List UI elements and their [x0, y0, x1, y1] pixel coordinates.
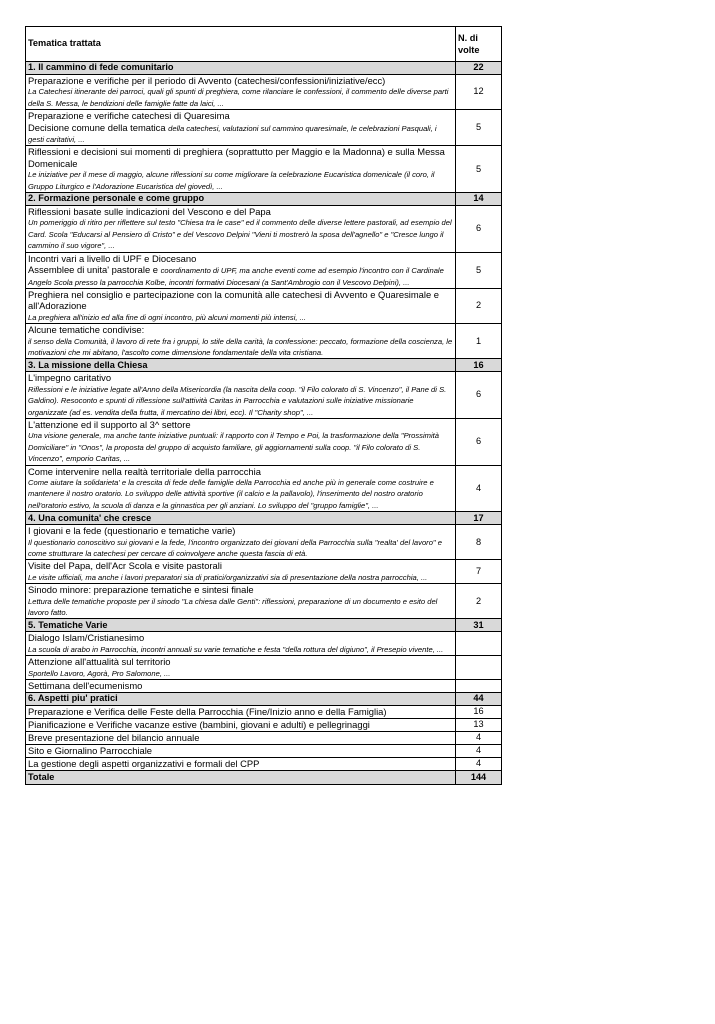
- topic-count: 6: [456, 418, 502, 465]
- table-row: [26, 75, 502, 110]
- table-row: [26, 110, 502, 146]
- count-header-line2: volte: [458, 45, 480, 55]
- topic-description: La scuola di arabo in Parrocchia, incontri annuali su varie tematiche e festa "della rottura del digiuno", il Presepio vivente, ...: [28, 644, 444, 654]
- topic-title: Come intervenire nella realtà territoriale della parrocchia: [28, 465, 261, 477]
- section-title: 2. Formazione personale e come gruppo: [26, 193, 456, 206]
- table-row: [26, 706, 502, 719]
- section-title: 6. Aspetti piu' pratici: [26, 693, 456, 706]
- topic-description: Il questionario conoscitivo sui giovani e la fede, l'incontro organizzato dei giovani della Parrocchia sulla "realta' del lavoro" e come strutturare la catechesi per cercare di coinvolgere anche questa fascia di età.: [28, 537, 442, 559]
- table-row: [26, 719, 502, 732]
- total-value: 144: [456, 771, 502, 785]
- topic-title: Settimana dell'ecumenismo: [28, 680, 143, 692]
- count-header-line1: N. di: [458, 33, 478, 43]
- topic-description: Le visite ufficiali, ma anche i lavori preparatori sia di pratici/organizzativi sia di presentazione della nostra parrocchia, ...: [28, 572, 428, 582]
- table-row: [26, 745, 502, 758]
- table-row: [26, 372, 502, 419]
- total-label: Totale: [26, 771, 456, 785]
- topic-count: 5: [456, 146, 502, 193]
- topic-title: I giovani e la fede (questionario e tematiche varie): [28, 525, 236, 537]
- topic-count: 1: [456, 324, 502, 359]
- topic-title: Pianificazione e Verifiche vacanze estive (bambini, giovani e adulti) e pellegrinaggi: [28, 719, 370, 731]
- topic-count: 5: [456, 252, 502, 288]
- table-row: [26, 680, 502, 693]
- topic-description: Riflessioni e le iniziative legate all'Anno della Misericordia (la nascita della coop. "il Filo colorato di S. Vincenzo", il Pane di S. Galdino). Resoconto e spunti di riflessione sull'attività Caritas in Parrocchia e valutazioni sulle iniziative missionarie organizzate (ad es. vendita della frutta, il mercatino dei libri, ecc). Il "Charity shop", ...: [28, 384, 447, 417]
- section-header-row: [26, 693, 502, 706]
- table-row: [26, 732, 502, 745]
- topic-description: Lettura delle tematiche proposte per il sinodo "La chiesa dalle Genti": riflessioni, preparazione di un documento e esito del lavoro fatto.: [28, 596, 438, 618]
- topic-title-continued: Decisione comune della tematica: [28, 121, 166, 133]
- table-row: [26, 656, 502, 680]
- topic-title: Dialogo Islam/Cristianesimo: [28, 632, 145, 644]
- section-total: 17: [456, 512, 502, 525]
- section-title: 4. Una comunita' che cresce: [26, 512, 456, 525]
- table-row: [26, 525, 502, 560]
- topic-count: 4: [456, 465, 502, 512]
- section-total: 22: [456, 62, 502, 75]
- topic-description: Come aiutare la solidarieta' e la crescita di fede delle famiglie della Parrocchia ed anche più in generale come costruire e mantenere il nostro oratorio. Lo sviluppo delle attività sportive (il calcio e la pallavolo), l'inserimento del nostro oratorio nell'oratorio estivo, la scuola di danza e la ginnastica per gli anziani. Lo sviluppo del "gruppo famiglie", ...: [28, 478, 434, 510]
- topic-column-header: Tematica trattata: [26, 27, 456, 62]
- section-title: 5. Tematiche Varie: [26, 619, 456, 632]
- section-header-row: [26, 193, 502, 206]
- topic-count: 2: [456, 584, 502, 619]
- topic-title: Preghiera nel consiglio e partecipazione con la comunità alle catechesi di Avvento e Quaresimale e all'Adorazione: [28, 288, 440, 312]
- table-row: [26, 632, 502, 656]
- topic-title: Alcune tematiche condivise:: [28, 324, 145, 336]
- topic-description: il senso della Comunità, il lavoro di rete fra i gruppi, lo stile della carità, la confessione: peccato, formazione della coscienza, le motivazioni che mi abitano, l'ascolto come dimensione fondamentale della vita cristiana.: [28, 336, 453, 357]
- table-row: [26, 206, 502, 253]
- topic-count: 5: [456, 110, 502, 146]
- topic-count: 6: [456, 372, 502, 419]
- topic-title: Sito e Giornalino Parrocchiale: [28, 745, 153, 757]
- topic-count: 6: [456, 206, 502, 253]
- topic-description: La Catechesi itinerante dei parroci, quali gli spunti di preghiera, come rilanciare le confessioni, il commento delle diverse parti della S. Messa, le bendizioni delle famiglie fatte da laici, ...: [28, 87, 449, 108]
- section-total: 16: [456, 359, 502, 372]
- topic-title: L'attenzione ed il supporto al 3^ settore: [28, 418, 191, 430]
- topic-description: Sportello Lavoro, Agorà, Pro Salomone, ...: [28, 668, 171, 678]
- section-header-row: [26, 512, 502, 525]
- topic-description: Una visione generale, ma anche tante iniziative puntuali: il rapporto con il Tempo e Poi, la trasformazione della "Prossimità Domiciliare" in "Onos", la proposta del gruppo di acquisto familiare, gli aggiornamenti sulla coop. "il Filo colorato di S. Vincenzo", emporio Caritas, ...: [28, 431, 440, 464]
- topic-count: 13: [456, 719, 502, 732]
- topic-count: 4: [456, 745, 502, 758]
- topic-count: 12: [456, 75, 502, 110]
- topic-title: L'impegno caritativo: [28, 372, 112, 384]
- topic-count: [456, 656, 502, 680]
- total-row: [26, 771, 502, 785]
- topic-description: Le iniziative per il mese di maggio, alcune riflessioni su come migliorare la celebrazione Eucaristica domenicale (il coro, il Gruppo Liturgico e l'Adorazione Eucaristica del giovedì, ...: [28, 170, 435, 191]
- topic-count: [456, 680, 502, 693]
- section-title: 1. Il cammino di fede comunitario: [26, 62, 456, 75]
- topic-count: 8: [456, 525, 502, 560]
- table-row: [26, 418, 502, 465]
- section-total: 31: [456, 619, 502, 632]
- table-row: [26, 324, 502, 359]
- topic-count: 4: [456, 758, 502, 771]
- topic-description: Un pomeriggio di ritiro per riflettere sul testo "Chiesa tra le case" ed il commento delle diverse lettere pastorali, ad esempio del Card. Scola "Educarsi al Pensiero di Cristo" e del Vescovo Delpini "Vieni ti mostrerò la sposa dell'agnello" e "Cresce lungo il cammino il suo vigore", ...: [28, 218, 452, 251]
- topic-title: Incontri vari a livello di UPF e Diocesano: [28, 252, 197, 264]
- topic-description: La preghiera all'inizio ed alla fine di ogni incontro, più alcuni momenti più intensi, ...: [28, 312, 306, 322]
- topic-count: 7: [456, 560, 502, 584]
- topic-description: della catechesi, valutazioni sul cammino quaresimale, le celebrazioni Pasquali, i gesti caritativi, ...: [28, 123, 437, 145]
- section-title: 3. La missione della Chiesa: [26, 359, 456, 372]
- topic-description: coordinamento di UPF, ma anche eventi come ad esempio l'incontro con il Cardinale Angelo Scola presso la parrocchia Kolbe, incontri formativi Diocesani (a Sant'Ambrogio con il Vescovo Delpini), ...: [28, 266, 444, 287]
- section-total: 44: [456, 693, 502, 706]
- topics-table: [25, 26, 502, 785]
- section-total: 14: [456, 193, 502, 206]
- topic-count: 16: [456, 706, 502, 719]
- topic-title: La gestione degli aspetti organizzativi e formali del CPP: [28, 758, 260, 770]
- table-row: [26, 288, 502, 323]
- topic-title: Preparazione e verifiche catechesi di Quaresima: [28, 110, 230, 122]
- topic-title: Sinodo minore: preparazione tematiche e sintesi finale: [28, 584, 254, 596]
- table-row: [26, 584, 502, 619]
- topic-title: Preparazione e verifiche per il periodo di Avvento (catechesi/confessioni/iniziative/ecc): [28, 75, 386, 86]
- topic-count: 2: [456, 288, 502, 323]
- topic-title: Preparazione e Verifica delle Feste della Parrocchia (Fine/Inizio anno e della Famiglia): [28, 706, 387, 718]
- table-row: [26, 252, 502, 288]
- table-row: [26, 146, 502, 193]
- count-column-header: [456, 27, 502, 62]
- section-header-row: [26, 62, 502, 75]
- topic-title: Attenzione all'attualità sul territorio: [28, 656, 171, 668]
- topic-title: Visite del Papa, dell'Acr Scola e visite pastorali: [28, 560, 222, 572]
- table-row: [26, 758, 502, 771]
- topic-count: [456, 632, 502, 656]
- topic-title-continued: Assemblee di unita' pastorale e: [28, 264, 158, 276]
- topic-count: 4: [456, 732, 502, 745]
- table-row: [26, 560, 502, 584]
- section-header-row: [26, 359, 502, 372]
- table-header-row: [26, 27, 502, 62]
- table-row: [26, 465, 502, 512]
- topic-title: Riflessioni basate sulle indicazioni del Vescono e del Papa: [28, 206, 271, 218]
- topic-title: Riflessioni e decisioni sui momenti di preghiera (soprattutto per Maggio e la Madonna) e sulla Messa Domenicale: [28, 146, 445, 169]
- topic-title: Breve presentazione del bilancio annuale: [28, 732, 200, 744]
- section-header-row: [26, 619, 502, 632]
